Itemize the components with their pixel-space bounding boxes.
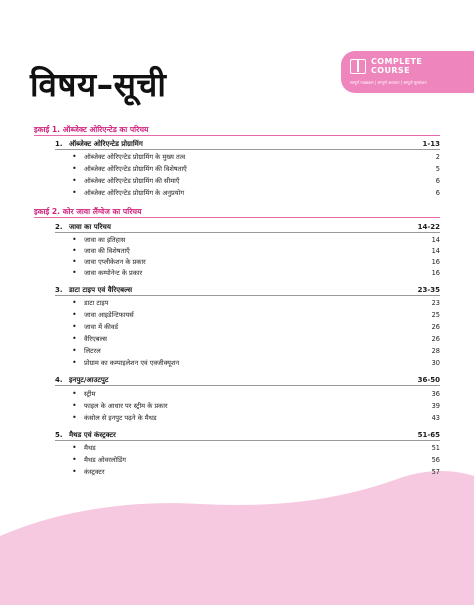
bullet-icon: • — [72, 413, 77, 422]
chapter-row — [55, 139, 440, 149]
bullet-icon: • — [72, 152, 77, 161]
unit-divider — [34, 217, 440, 218]
unit-heading: इकाई 1. ऑब्जेक्ट ओरिएन्टेड का परिचय — [34, 125, 149, 134]
item-page: 6 — [435, 189, 440, 197]
chapter-title: ऑब्जेक्ट ओरिएन्टेड प्रोग्रामिंग — [69, 140, 143, 148]
item-text: जावा आइडेन्टिफायर्स — [84, 311, 134, 319]
list-item — [72, 188, 440, 198]
chapter-pages: 51-65 — [417, 431, 440, 439]
item-text: स्ट्रीम — [84, 390, 96, 398]
item-text: जावा की विशेषताएँ — [84, 247, 130, 255]
list-item — [72, 235, 440, 245]
bullet-icon: • — [72, 176, 77, 185]
item-text: ऑब्जेक्ट ओरिएन्टेड प्रोग्रामिंग की विशेषताएँ — [84, 165, 187, 173]
book-icon — [350, 59, 366, 74]
list-item — [72, 298, 440, 308]
list-item — [72, 334, 440, 344]
bullet-icon: • — [72, 322, 77, 331]
list-item — [72, 176, 440, 186]
item-page: 16 — [431, 269, 440, 277]
item-page: 16 — [431, 258, 440, 266]
list-item — [72, 467, 440, 477]
chapter-pages: 14-22 — [417, 223, 440, 231]
list-item — [72, 246, 440, 256]
chapter-divider — [55, 149, 440, 150]
chapter-title: जावा का परिचय — [69, 223, 111, 231]
item-page: 57 — [431, 468, 440, 476]
list-item — [72, 401, 440, 411]
item-page: 6 — [435, 177, 440, 185]
item-page: 14 — [431, 236, 440, 244]
item-text: जावा में कीवर्ड — [84, 323, 119, 331]
badge-line-1: COMPLETE — [371, 57, 423, 66]
item-text: मैथड — [84, 444, 96, 452]
list-item — [72, 389, 440, 399]
item-text: ऑब्जेक्ट ओरिएन्टेड प्रोग्रामिंग की सीमाएँ — [84, 177, 180, 185]
item-page: 5 — [435, 165, 440, 173]
item-text: ऑब्जेक्ट ओरिएन्टेड प्रोग्रामिंग के अनुप्रयोग — [84, 189, 185, 197]
chapter-divider — [55, 385, 440, 386]
item-text: जावा का इतिहास — [84, 236, 126, 244]
item-page: 36 — [431, 390, 440, 398]
bullet-icon: • — [72, 358, 77, 367]
bullet-icon: • — [72, 188, 77, 197]
bullet-icon: • — [72, 235, 77, 244]
bullet-icon: • — [72, 310, 77, 319]
complete-course-badge — [341, 51, 474, 93]
item-page: 23 — [431, 299, 440, 307]
list-item — [72, 310, 440, 320]
chapter-divider — [55, 295, 440, 296]
page-title: विषय–सूची — [30, 65, 167, 104]
bullet-icon: • — [72, 467, 77, 476]
list-item — [72, 346, 440, 356]
chapter-row — [55, 285, 440, 295]
item-text: कंसोल से इनपुट पढ़ने के मैथड — [84, 414, 157, 422]
chapter-row — [55, 222, 440, 232]
list-item — [72, 257, 440, 267]
chapter-row — [55, 430, 440, 440]
bullet-icon: • — [72, 389, 77, 398]
item-page: 56 — [431, 456, 440, 464]
item-text: प्रोग्राम का कम्पाइलेशन एवं एक्जीक्यूशन — [84, 359, 180, 367]
item-text: कंस्ट्रक्टर — [84, 468, 105, 476]
unit-divider — [34, 135, 440, 136]
chapter-number: 1. — [55, 140, 63, 148]
bullet-icon: • — [72, 334, 77, 343]
chapter-title: डाटा टाइप एवं वैरिएबल्स — [69, 286, 133, 294]
chapter-pages: 23-35 — [417, 286, 440, 294]
item-text: ऑब्जेक्ट ओरिएन्टेड प्रोग्रामिंग के मुख्य तत्व — [84, 153, 186, 161]
item-page: 30 — [431, 359, 440, 367]
bullet-icon: • — [72, 346, 77, 355]
badge-tagline: सम्पूर्ण पाठ्यक्रम | सम्पूर्ण अध्ययन | सम्पूर्ण मूल्यांकन — [350, 80, 427, 85]
list-item — [72, 358, 440, 368]
item-text: जावा कम्पोनेन्ट के प्रकार — [84, 269, 143, 277]
bullet-icon: • — [72, 443, 77, 452]
item-text: जावा एप्लीकेशन के प्रकार — [84, 258, 146, 266]
item-text: वैरिएबल्स — [84, 335, 107, 343]
list-item — [72, 413, 440, 423]
list-item — [72, 322, 440, 332]
chapter-number: 5. — [55, 431, 63, 439]
chapter-number: 2. — [55, 223, 63, 231]
list-item — [72, 164, 440, 174]
unit-heading: इकाई 2. कोर जावा लैंग्वेज का परिचय — [34, 207, 142, 216]
chapter-title: इनपुट/आउटपुट — [69, 376, 109, 384]
item-page: 51 — [431, 444, 440, 452]
badge-line-2: COURSE — [371, 66, 410, 75]
item-page: 43 — [431, 414, 440, 422]
chapter-pages: 36-50 — [417, 376, 440, 384]
item-page: 28 — [431, 347, 440, 355]
item-page: 25 — [431, 311, 440, 319]
item-page: 14 — [431, 247, 440, 255]
item-text: फाइल के आधार पर स्ट्रीम के प्रकार — [84, 402, 168, 410]
item-text: मैथड ओवरलोडिंग — [84, 456, 127, 464]
item-page: 26 — [431, 335, 440, 343]
item-text: डाटा टाइप — [84, 299, 109, 307]
chapter-row — [55, 375, 440, 385]
bullet-icon: • — [72, 298, 77, 307]
chapter-divider — [55, 440, 440, 441]
bullet-icon: • — [72, 257, 77, 266]
chapter-pages: 1-13 — [422, 140, 440, 148]
chapter-title: मैथड एवं कंस्ट्रक्टर — [69, 431, 116, 439]
item-page: 39 — [431, 402, 440, 410]
chapter-number: 3. — [55, 286, 63, 294]
list-item — [72, 443, 440, 453]
bullet-icon: • — [72, 401, 77, 410]
bullet-icon: • — [72, 164, 77, 173]
list-item — [72, 152, 440, 162]
list-item — [72, 268, 440, 278]
chapter-divider — [55, 232, 440, 233]
item-text: लिटरल — [84, 347, 101, 355]
bullet-icon: • — [72, 455, 77, 464]
list-item — [72, 455, 440, 465]
item-page: 2 — [435, 153, 440, 161]
chapter-number: 4. — [55, 376, 63, 384]
bullet-icon: • — [72, 246, 77, 255]
bullet-icon: • — [72, 268, 77, 277]
item-page: 26 — [431, 323, 440, 331]
